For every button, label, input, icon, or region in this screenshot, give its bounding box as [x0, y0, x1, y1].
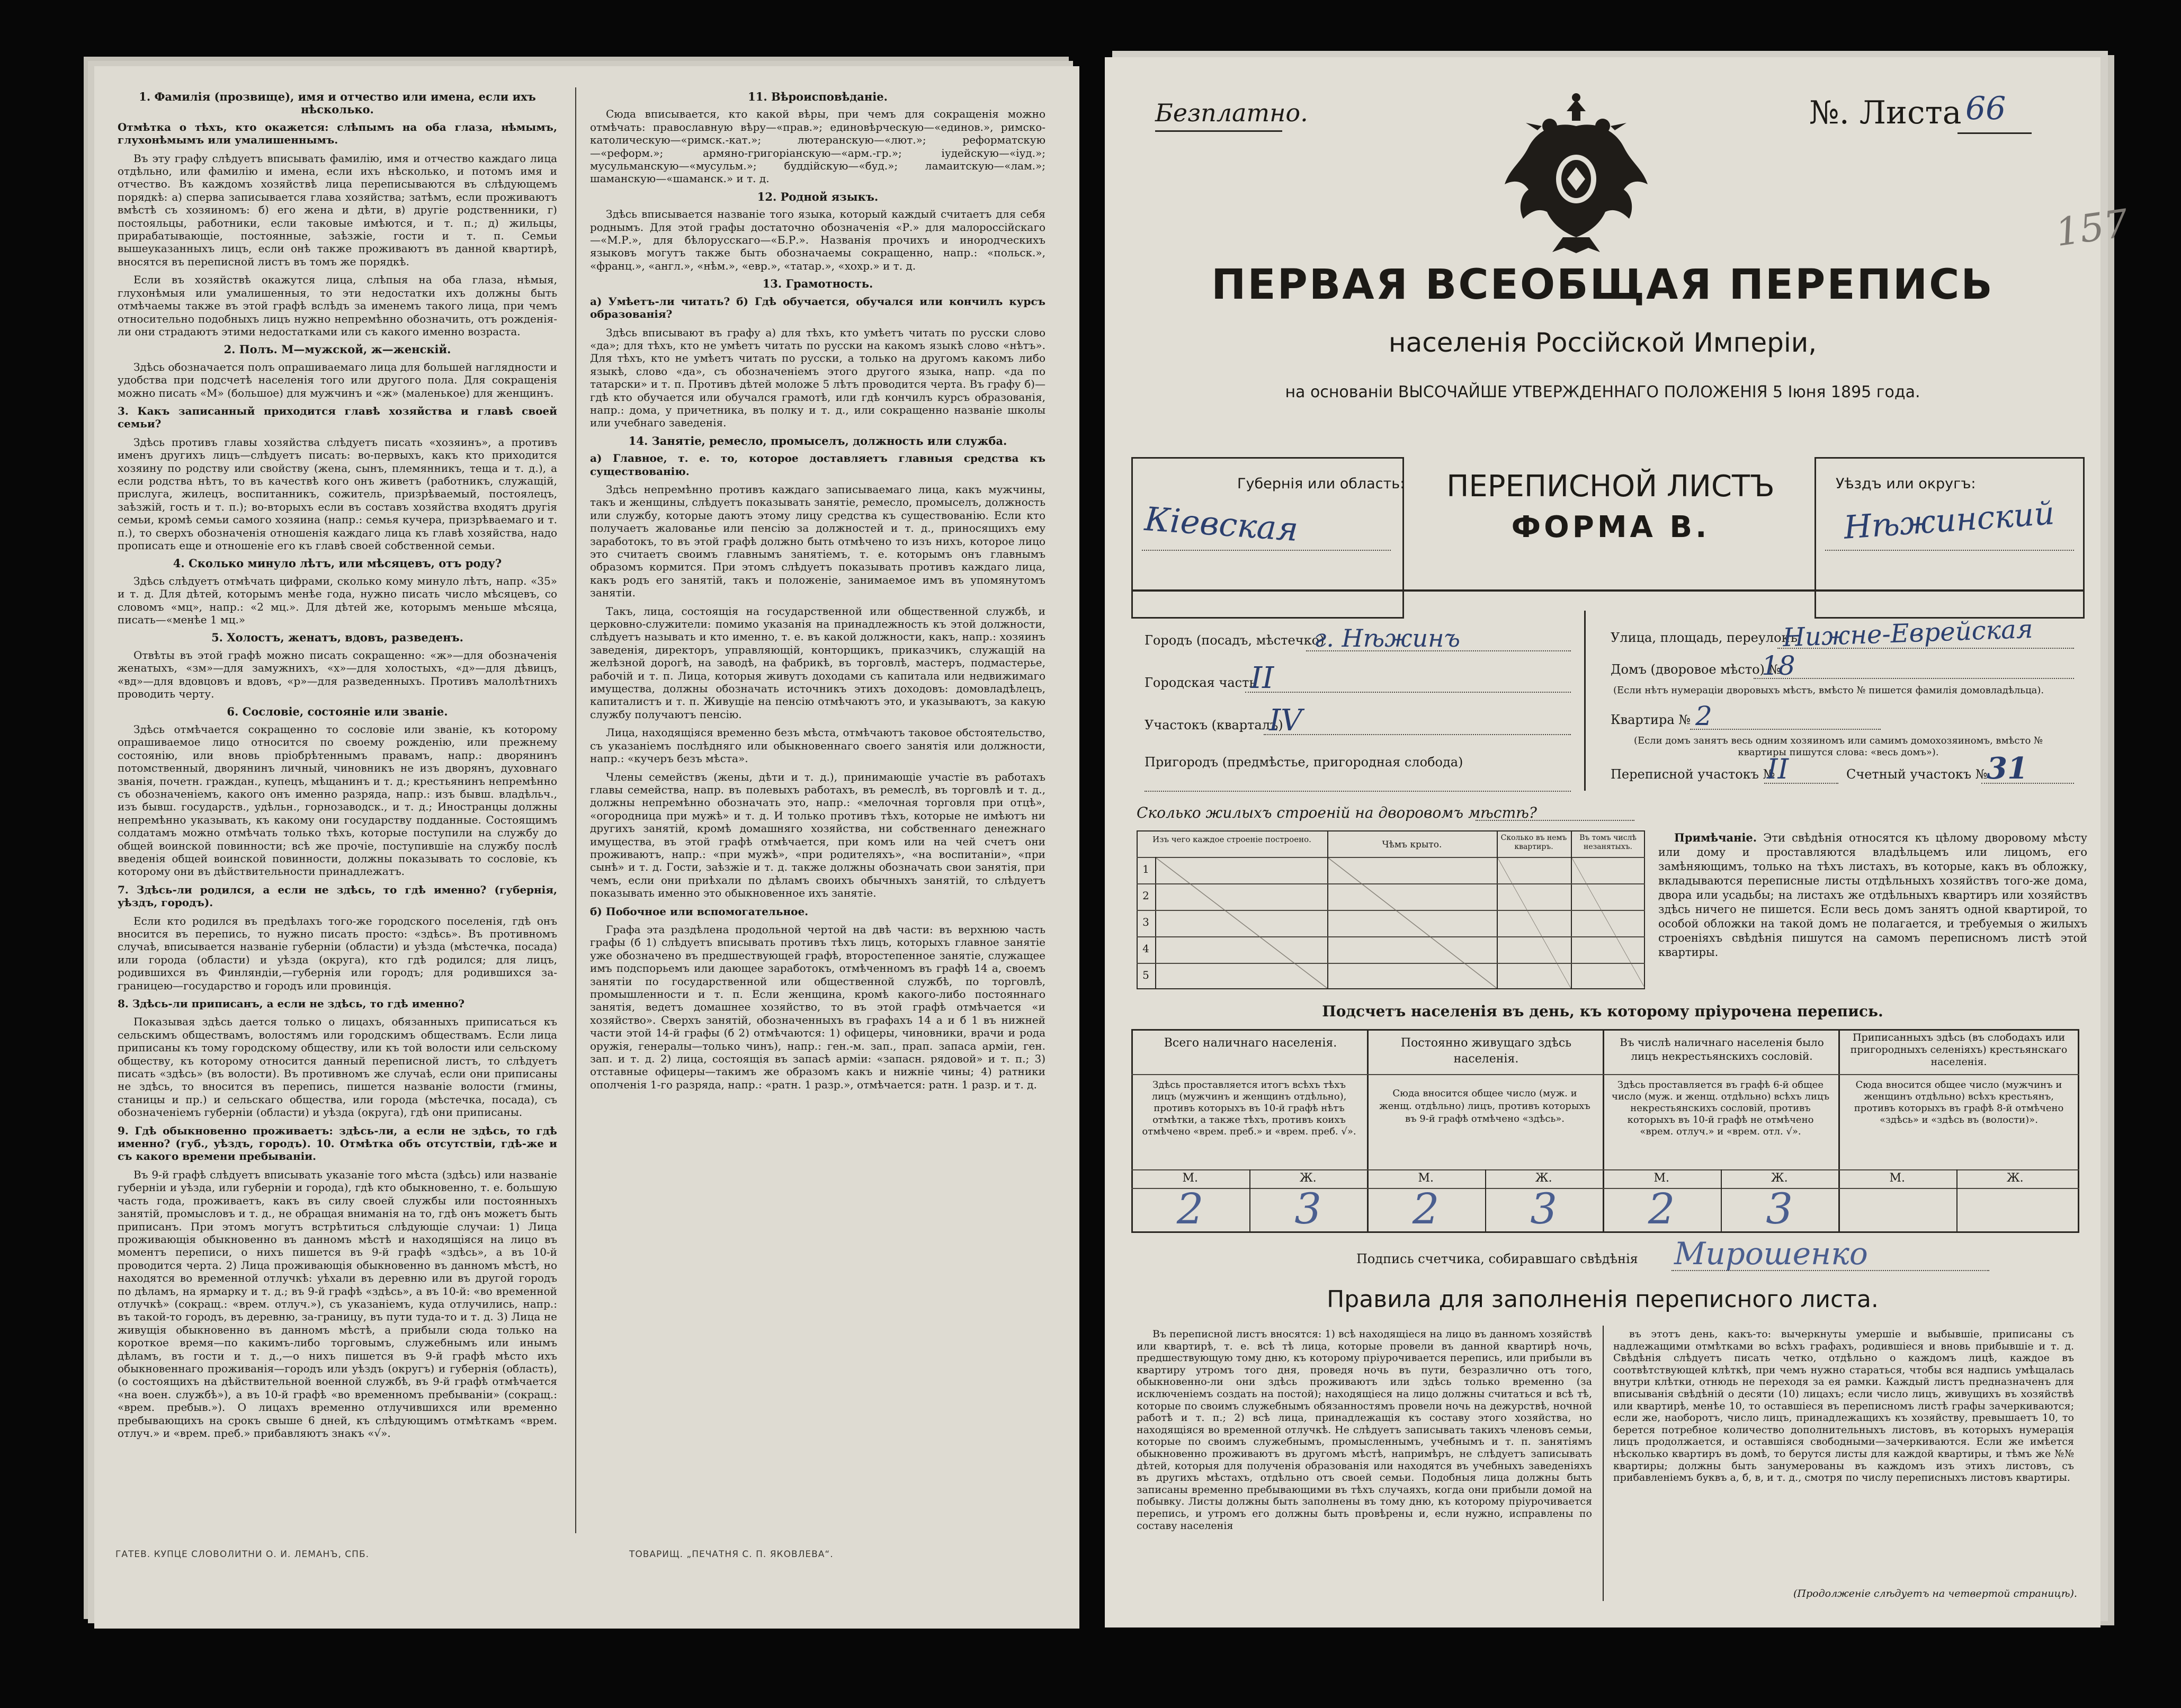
instruction-col-a-19: Въ 9-й графѣ слѣдуетъ вписывать указаніе того мѣста (здѣсь) или названіе губерніи и уѣзда, или губерніи и города), гдѣ кто обыкновенно, т. е. большую часть года, проживаетъ, какъ въ силу своей службы или постоянныхъ занятій, промысловъ и т. д., не обращая вниманія на то, гдѣ онъ можетъ быть приписанъ. При этомъ могутъ встрѣтиться слѣдующіе случаи: 1) Лица проживающія обыкновенно въ данномъ мѣстѣ и находящіяся на лицо въ моментъ переписи, о нихъ пишется въ 9-й графѣ «здѣсь», а въ 10-й проводится черта. 2) Лица проживающія обыкновенно въ данномъ мѣстѣ, но находятся во временной отлучкѣ: уѣхали въ деревню или въ другой городъ по дѣламъ, на ярмарку и т. д.; въ 9-й графѣ «здѣсь», а въ 10-й: «во временной отлучкѣ» (сокращ.: «врем. отлуч.»), съ указаніемъ, куда отлучились, напр.: въ такой-то городъ, въ деревню, за-границу, въ пути туда-то и т. д. 3) Лица не живущія обыкновенно въ данномъ мѣстѣ, а прибыли сюда только на короткое время—по какимъ-либо торговымъ, служебнымъ или инымъ дѣламъ, въ гости и т. д.,—о нихъ пишется въ 9-й графѣ мѣсто ихъ обыкновеннаго проживанія—городъ или уѣздъ (округъ) и губернія (область), (о состоящихъ на дѣйствительной военной службѣ, въ 9-й графѣ отмѣчается «на воен. службѣ»), а въ 10-й графѣ «во временномъ пребываніи» (сокращ.: «врем. пребыв.»). О лицахъ временно отлучившихся или временно пребывающихъ на срокъ свыше 6 дней, къ слѣдующимъ отмѣткамъ «врем. отлуч.» и «врем. преб.» прибавляютъ знакъ «√».: [118, 1168, 557, 1439]
instruction-col-a-11: Отвѣты въ этой графѣ можно писать сокращенно: «ж»—для обозначенія женатыхъ, «зм»—для замужнихъ, «х»—для холостыхъ, «д»—для дѣвицъ, «вд»—для вдовцовъ и вдовъ, «р»—для разведенныхъ. Противъ малолѣтнихъ проводить черту.: [118, 648, 557, 701]
tally-male-label: М.: [1182, 1172, 1199, 1185]
instructions-column-right: [590, 87, 1045, 1517]
sheet-number-label: №. Листа: [1809, 94, 1962, 131]
buildings-row-number: 1: [1142, 863, 1149, 875]
instruction-col-b-8: а) Главное, т. е. то, которое доставляетъ главныя средства къ существованію.: [590, 452, 1045, 478]
buildings-row-number: 4: [1142, 942, 1149, 955]
rules-right-text: въ этотъ день, какъ-то: вычеркнуты умершіе и выбывшіе, приписаны съ надлежащими отмѣтками во всѣхъ графахъ, родившіеся и вновь прибывшіе и т. д. Свѣдѣнія слѣдуетъ писать четко, отдѣльно о каждомъ лицѣ, каждое въ соотвѣтствующей клѣткѣ, при чемъ нужно стараться, чтобы вся надпись умѣщалась внутри клѣтки, отнюдь не переходя за ея рамки. Каждый листъ предназначенъ для вписыванія свѣдѣній о десяти (10) лицахъ; если число лицъ, живущихъ въ хозяйствѣ или квартирѣ, менѣе 10, то оставшіеся въ переписномъ листѣ графы зачеркиваются; если же, наоборотъ, число лицъ, принадлежащихъ къ хозяйству, превышаетъ 10, то берется потребное количество дополнительныхъ листовъ, въ которыхъ нумерація лицъ продолжается, и оставшіяся свободными—зачеркиваются. Если же имѣется нѣсколько квартиръ въ домѣ, то берутся листы для каждой квартиры, и тѣмъ же №№ квартиры; должны быть занумерованы въ каждомъ изъ этихъ листовъ, съ прибавленіемъ буквъ а, б, в, и т. д., смотря по числу переписныхъ листовъ квартиры.: [1613, 1328, 2074, 1484]
instruction-col-a-14: 7. Здѣсь-ли родился, а если не здѣсь, то гдѣ именно? (губернія, уѣздъ, городъ).: [118, 883, 557, 909]
instruction-col-b-5: а) Умѣетъ-ли читать? б) Гдѣ обучается, обучался или кончилъ курсъ образованія?: [590, 294, 1045, 321]
tally-desc-non-peasant: Здѣсь проставляется въ графѣ 6-й общее число (муж. и женщ. отдѣльно) всѣхъ лицъ некрестьянскихъ сословій, противъ которыхъ въ 10-й графѣ не отмѣчено «врем. отлуч.» и «врем. отл. √».: [1611, 1079, 1830, 1137]
instruction-col-b-1: Сюда вписывается, кто какой вѣры, при чемъ для сокращенія можно отмѣчать: православную вѣру—«прав.»; единовѣрческую—«единов.», римско-католическую—«римск.-кат.»; лютеранскую—«лют.»; реформатскую—«реформ.»; армяно-григоріанскую—«арм.-гр.»; іудейскую—«іуд.»; мусульманскую—«мусульм.»; буддійскую—«буд.»; ламаитскую—«лам.»; шаманскую—«шаманск.» и т. д.: [590, 108, 1045, 185]
signature-line: [1671, 1270, 1989, 1271]
street-value: Нижне-Еврейская: [1782, 614, 2034, 653]
instruction-col-b-9: Здѣсь непремѣнно противъ каждаго записываемаго лица, какъ мужчины, такъ и женщины, слѣдуетъ показывать занятіе, ремесло, промыселъ, должность или службу, которые даютъ этому лицу средства къ существованію. Если кто получаетъ жалованье или пенсію за должностей и т. д., приносящихъ ему заработокъ, то въ этой графѣ должно быть отмѣчено то изъ нихъ, которое лицо это считаетъ своимъ главнымъ занятіемъ, т. е. которымъ онъ главнымъ образомъ кормится. При этомъ слѣдуетъ показывать противъ каждаго лица, какъ родъ его занятій, такъ и положеніе, занимаемое имъ въ упомянутомъ занятіи.: [590, 482, 1045, 600]
instruction-col-b-4: 13. Грамотность.: [762, 277, 873, 291]
buildings-cross-out: [1328, 858, 1497, 988]
instructions-column-left: [118, 87, 557, 1517]
tally-female-label: Ж.: [1771, 1172, 1788, 1185]
census-precinct-line: [1764, 783, 1838, 784]
rules-divider: [1603, 1326, 1604, 1601]
count-precinct-label: Счетный участокъ №: [1846, 767, 1988, 782]
house-line: [1754, 678, 2074, 679]
imprint-right: ТОВАРИЩ. „ПЕЧАТНЯ С. П. ЯКОВЛЕВА“.: [629, 1549, 834, 1560]
instruction-col-a-13: Здѣсь отмѣчается сокращенно то сословіе или званіе, къ которому опрашиваемое лицо относится по своему рожденію, или прежнему состоянію, или вновь пріобрѣтеннымъ правамъ, напр.: дворянинъ потомственный, дворянинъ личный, чиновникъ не изъ дворянъ, духовнаго званія, почетн. граждан., купецъ, мѣщанинъ и т. д.; крестьянинъ непремѣнно съ обозначеніемъ, какого онъ именно разряда, напр.: изъ бывш. владѣльч., изъ бывш. государств., удѣльн., горнозаводск., и т. д.; Иностранцы должны непремѣнно указывать, къ какому они государству подданные. Состоящимъ солдатамъ можно отмѣчать только тѣхъ, которые поступили на службу до общей воинской повинности; всѣ же прочіе, поступившіе на службу послѣ введенія общей воинской повинности, должны показывать то сословіе, къ которому они въ дѣйствительности принадлежатъ.: [118, 722, 557, 878]
suburb-label: Пригородъ (предмѣстье, пригородная слобода): [1145, 755, 1463, 770]
instruction-col-a-8: 4. Сколько минуло лѣтъ, или мѣсяцевъ, отъ роду?: [173, 557, 502, 570]
column-divider: [575, 87, 576, 1533]
city-value: г. Нѣжинъ: [1314, 624, 1461, 652]
instruction-col-b-13: б) Побочное или вспомогательное.: [590, 905, 809, 918]
sheet-number-underline: [1957, 132, 2032, 134]
city-line: [1306, 650, 1571, 651]
precinct-label: Участокъ (кварталъ): [1145, 718, 1283, 732]
district-value: Нѣжинский: [1843, 495, 2056, 547]
tally-desc-peasant: Сюда вносится общее число (мужчинъ и женщинъ отдѣльно) всѣхъ крестьянъ, противъ которыхъ въ графѣ 8-й отмѣчено «здѣсь» и «здѣсь въ (волости)».: [1854, 1079, 2064, 1125]
district-line: [1825, 550, 2074, 551]
legal-basis: на основаніи ВЫСОЧАЙШЕ УТВЕРЖДЕННАГО ПОЛОЖЕНІЯ 5 Іюня 1895 года.: [1285, 383, 1920, 401]
instruction-col-a-7: Здѣсь противъ главы хозяйства слѣдуетъ писать «хозяинъ», а противъ именъ другихъ лицъ—слѣдуетъ писать: во-первыхъ, какъ кто приходится хозяину по родству или свойству (жена, сынъ, племянникъ, теща и т. д.), а если родства нѣтъ, то въ качествѣ кого онъ живетъ (работникъ, служащій, прислуга, жилецъ, воспитанникъ, сожитель, призрѣваемый, постоялецъ, заѣзжій, гость и т. п.); во-вторыхъ если въ составъ хозяйства входятъ другія семьи, кромѣ семьи самого хозяина (напр.: семья кучера, призрѣваемаго и т. п.), то сверхъ обозначенія отношенія каждаго лица къ главѣ хозяйства, надо прописать еще и отношеніе его къ главѣ своей собственной семьи.: [118, 435, 557, 552]
instruction-col-a-12: 6. Сословіе, состояніе или званіе.: [227, 705, 448, 719]
rules-column-right: [1613, 1328, 2074, 1577]
tally-header-non-peasant: Въ числѣ наличнаго населенія было лицъ некрестьянскихъ сословій.: [1620, 1036, 1824, 1062]
city-part-line: [1245, 692, 1571, 693]
tally-female-label: Ж.: [2006, 1172, 2024, 1185]
tally-desc-resident: Сюда вносится общее число (муж. и женщ. отдѣльно) лицъ, противъ которыхъ въ 9-й графѣ отмѣчено «здѣсь».: [1379, 1088, 1590, 1124]
free-label: Безплатно.: [1155, 99, 1308, 127]
buildings-cross-out: [1498, 858, 1571, 988]
census-main-title: ПЕРВАЯ ВСЕОБЩАЯ ПЕРЕПИСЬ: [1211, 261, 1994, 309]
instruction-col-b-11: Лица, находящіяся временно безъ мѣста, отмѣчаютъ таковое обстоятельство, съ указаніемъ послѣдняго или обыкновеннаго своего занятія или должности, напр.: «кучеръ безъ мѣста».: [590, 726, 1045, 765]
census-subtitle: населенія Россійской Имперіи,: [1388, 327, 1817, 358]
right-page-census-form: [1105, 57, 2131, 1627]
city-label: Городъ (посадъ, мѣстечко): [1145, 633, 1325, 648]
tally-male-label: М.: [1418, 1172, 1434, 1185]
instruction-col-a-1: Отмѣтка о тѣхъ, кто окажется: слѣпымъ на оба глаза, нѣмымъ, глухонѣмымъ или умалишеннымъ.: [118, 120, 557, 147]
house-note: (Если нѣтъ нумераціи дворовыхъ мѣстъ, вмѣсто № пишется фамилія домовладѣльца).: [1613, 685, 2044, 696]
count-precinct-value: 31: [1987, 751, 2028, 786]
tally-female-value: 3: [1294, 1184, 1322, 1233]
tally-mf-rule-top: [1131, 1169, 2079, 1170]
instruction-col-a-6: 3. Какъ записанный приходится главѣ хозяйства и главѣ своей семьи?: [118, 404, 557, 431]
signature-label: Подпись счетчика, собиравшаго свѣдѣнія: [1356, 1251, 1638, 1266]
buildings-cross-out: [1156, 858, 1327, 988]
instruction-col-a-10: 5. Холостъ, женатъ, вдовъ, разведенъ.: [211, 631, 463, 645]
buildings-row-number: 2: [1142, 889, 1149, 902]
buildings-note-text: Эти свѣдѣнія относятся къ цѣлому дворовому мѣсту или дому и проставляются владѣльцемъ или лицомъ, его замѣняющимъ, только на тѣхъ листахъ, въ которые, какъ въ обложку, вкладываются переписные листы отдѣльныхъ хозяйствъ того-же дома, двора или усадьбы; на листахъ же отдѣльныхъ квартиръ или хозяйствъ здѣсь ничего не пишется. Если весь домъ занятъ одной квартирой, то особой обложки на такой домъ не полагается, и требуемыя о жилыхъ строеніяхъ свѣдѣнія пишутся на самомъ переписномъ листѣ этой квартиры.: [1658, 831, 2087, 959]
province-value: Кіевская: [1143, 499, 1300, 549]
imperial-eagle-icon: [1499, 89, 1653, 253]
instruction-col-a-5: Здѣсь обозначается полъ опрашиваемаго лица для большей наглядности и удобства при подсчетѣ населенія того или другого пола. Для сокращенія можно писать «М» (большое) для мужчинъ и «ж» (маленькое) для женщинъ.: [118, 360, 557, 399]
header-rule: [1131, 589, 2085, 592]
instruction-col-a-3: Если въ хозяйствѣ окажутся лица, слѣпыя на оба глаза, нѣмыя, глухонѣмыя или умалишенныя, то эти недостатки ихъ должны быть отмѣчаемы также въ этой графѣ вслѣдъ за именемъ такого лица, при чемъ относительно подобныхъ лицъ нужно непремѣнно обозначить, отъ рожденія-ли они страдаютъ этими недостатками или съ какого именно возраста.: [118, 273, 557, 338]
count-precinct-line: [1981, 783, 2074, 784]
city-part-value: II: [1250, 661, 1274, 695]
rules-column-left: [1137, 1328, 1592, 1604]
instruction-col-b-7: 14. Занятіе, ремесло, промыселъ, должность или служба.: [628, 434, 1007, 448]
buildings-answer-line: [1476, 820, 1634, 821]
instruction-col-a-15: Если кто родился въ предѣлахъ того-же городского поселенія, гдѣ онъ вносится въ перепись, то нужно писать просто: «здѣсь». Въ противномъ случаѣ, вписывается названіе губерніи (области) и уѣзда (мѣстечка, посада) или города (области) и уѣзда (округа), кто гдѣ родился; для лицъ, родившихся въ Финляндіи,—губернія или городъ; для родившихся за-границею—государство и городъ или провинція.: [118, 914, 557, 992]
buildings-header-material: Изъ чего каждое строеніе построено.: [1152, 835, 1311, 844]
apartment-note: (Если домъ занятъ весь одним хозяиномъ или самимъ домохозяиномъ, вмѣсто № квартиры пишутся слова: «весь домъ»).: [1633, 735, 2043, 758]
tally-male-label: М.: [1889, 1172, 1906, 1185]
tally-female-value: 3: [1530, 1184, 1558, 1233]
instruction-col-b-0: 11. Вѣроисповѣданіе.: [748, 90, 888, 103]
instruction-col-b-14: Графа эта раздѣлена продольной чертой на двѣ части: въ верхнюю часть графы (б 1) слѣдуетъ вписывать противъ тѣхъ лицъ, которыхъ главное занятіе уже обозначено въ предшествующей графѣ, второстепенное занятіе, служащее имъ подспорьемъ или дающее заработокъ, отмѣченномъ въ графѣ 14 а, своемъ занятіи по государственной или общественной службѣ, по торговлѣ, промышленности и т. п. Если женщина, кромѣ какого-либо постояннаго занятія, ведетъ домашнее хозяйство, то въ этой графѣ отмѣчается «и хозяйство». Сверхъ занятій, обозначенныхъ въ графахъ 14 а и б 1 въ нижней части этой 14-й графы (б 2) отмѣчаются: 1) офицеры, чиновники, врачи и рода оружія, генералы—только чинъ), напр.: ген.-м. зап., прап. запаса арміи, ген. зап. и т. д. 2) лица, состоящія въ запасѣ арміи: «запасн. рядовой» и т. п.; 3) отставные офицеры—такимъ же образомъ какъ и нижніе чины; 4) ратники ополченія 1-го разряда, напр.: «ратн. 1 разр.», отмѣчается: ратн. 1 разр. и т. д.: [590, 923, 1045, 1091]
census-precinct-label: Переписной участокъ №: [1611, 767, 1775, 782]
imprint-left: ГАТЕВ. КУПЦЕ СЛОВОЛИТНИ О. И. ЛЕМАНЪ, СПБ.: [115, 1549, 370, 1560]
left-page-instructions: [94, 66, 1079, 1629]
apartment-line: [1690, 729, 1881, 730]
province-line: [1142, 550, 1391, 551]
buildings-note-title: Примѣчаніе.: [1674, 831, 1757, 844]
instruction-col-a-2: Въ эту графу слѣдуетъ вписывать фамилію, имя и отчество каждаго лица отдѣльно, или фамилію и имена, если ихъ нѣсколько, и потомъ имя и отчество. Въ каждомъ хозяйствѣ лица переписываются въ слѣдующемъ порядкѣ: а) сперва записывается глава хозяйства; затѣмъ, если проживаютъ вмѣстѣ съ хозяиномъ: б) его жена и дѣти, в) другіе родственники, г) постояльцы, работники, если таковые имѣются, и т. п.; д) жильцы, прирабатывающіе, постоянные, заѣзжіе, гости и т. п. Семьи вышеуказанныхъ лицъ, если онѣ также проживаютъ въ данной квартирѣ, вносятся въ переписной листъ въ томъ же порядкѣ.: [118, 151, 557, 268]
tally-title: Подсчетъ населенія въ день, къ которому пріурочена перепись.: [1322, 1003, 1883, 1020]
tally-female-label: Ж.: [1535, 1172, 1552, 1185]
city-part-label: Городская часть: [1145, 675, 1256, 690]
sheet-number-value: 66: [1965, 90, 2006, 127]
instruction-col-b-2: 12. Родной языкъ.: [757, 190, 879, 203]
buildings-row-number: 3: [1142, 916, 1149, 928]
street-line: [1777, 648, 2074, 649]
house-label: Домъ (дворовое мѣсто) №: [1611, 662, 1781, 677]
district-label: Уѣздъ или округъ:: [1836, 476, 1976, 492]
apartment-value: 2: [1695, 701, 1712, 731]
tally-female-label: Ж.: [1299, 1172, 1317, 1185]
tally-female-value: 3: [1766, 1184, 1793, 1233]
buildings-header-roof: Чѣмъ крыто.: [1382, 839, 1442, 850]
suburb-line: [1145, 791, 1571, 792]
house-value: 18: [1762, 650, 1795, 681]
form-subtitle: ФОРМА В.: [1511, 510, 1710, 544]
form-title: ПЕРЕПИСНОЙ ЛИСТЪ: [1446, 469, 1775, 504]
instruction-col-b-10: Такъ, лица, состоящія на государственной или общественной службѣ, и церковно-служители: помимо указанія на принадлежность къ этой должности, слѣдуетъ называть и кто именно, т. е. въ какой должности, какъ, напр.: хозяинъ заведенія, директоръ, управляющій, конторщикъ, приказчикъ, служащій на желѣзной дорогѣ, на заводѣ, на фабрикѣ, въ торговлѣ, мастеръ, подмастерье, рабочій и т. п. Лица, которыя живутъ доходами съ капитала или недвижимаго имущества, должны обозначать источникъ этихъ доходовъ: домовладѣлецъ, капиталистъ и т. п. Живущіе на пенсію отмѣчаютъ это, и указываютъ, за какую службу получаютъ пенсію.: [590, 604, 1045, 721]
census-precinct-value: II: [1767, 754, 1789, 785]
buildings-note: [1658, 830, 2087, 960]
instruction-col-a-16: 8. Здѣсь-ли приписанъ, а если не здѣсь, то гдѣ именно?: [118, 997, 465, 1010]
tally-male-label: М.: [1653, 1172, 1670, 1185]
buildings-cross-out: [1572, 858, 1645, 988]
instruction-col-a-9: Здѣсь слѣдуетъ отмѣчать цифрами, сколько кому минуло лѣтъ, напр. «35» и т. д. Для дѣтей, которымъ менѣе года, нужно писать число мѣсяцевъ, со словомъ «мц», напр.: «2 мц.». Для дѣтей же, которымъ меньше мѣсяца, писать—«менѣе 1 мц.»: [118, 574, 557, 627]
tally-male-value: 2: [1648, 1184, 1675, 1233]
tally-header-rule: [1131, 1074, 2079, 1075]
tally-header-present: Всего наличнаго населенія.: [1164, 1036, 1337, 1050]
instruction-col-a-18: 9. Гдѣ обыкновенно проживаетъ: здѣсь-ли, а если не здѣсь, то гдѣ именно? (губ., уѣздъ, городъ). 10. Отмѣтка объ отсутствіи, гдѣ-же и съ какого времени пребываніи.: [118, 1124, 557, 1163]
buildings-header-apartments: Сколько въ немъ квартиръ.: [1500, 834, 1567, 851]
buildings-header-vacant: Въ томъ числѣ незанятыхъ.: [1579, 834, 1637, 851]
instruction-col-a-0: 1. Фамилія (прозвище), имя и отчество или имена, если ихъ нѣсколько.: [139, 90, 536, 117]
precinct-line: [1264, 734, 1571, 735]
address-divider: [1584, 611, 1586, 791]
signature-value: Мирошенко: [1674, 1236, 1868, 1272]
tally-male-value: 2: [1412, 1184, 1440, 1233]
tally-header-resident: Постоянно живущаго здѣсь населенія.: [1400, 1036, 1572, 1066]
tally-header-peasant: Приписанныхъ здѣсь (въ слободахъ или пригородныхъ селеніяхъ) крестьянскаго населенія.: [1850, 1032, 2068, 1068]
instruction-col-a-4: 2. Полъ. М—мужской, ж—женскій.: [224, 343, 451, 356]
province-label: Губернія или область:: [1237, 476, 1405, 492]
instruction-col-b-3: Здѣсь вписывается названіе того языка, который каждый считаетъ для себя роднымъ. Для этой графы достаточно обозначенія «Р.» для малороссійскаго—«М.Р.», для бѣлорусскаго—«Б.Р.». Названія прочихъ и инородческихъ языковъ могутъ также быть обозначаемы сокращенно, напр.: «польск.», «франц.», «англ.», «нѣм.», «евр.», «татар.», «хохр.» и т. д.: [590, 208, 1045, 272]
buildings-question: Сколько жилыхъ строеній на дворовомъ мѣстѣ?: [1137, 804, 1537, 821]
tally-male-value: 2: [1176, 1184, 1204, 1233]
rules-continued-note: (Продолженіе слѣдуетъ на четвертой страницѣ).: [1793, 1588, 2077, 1599]
street-label: Улица, площадь, переулокъ: [1611, 630, 1798, 645]
tally-col-rule-3: [1838, 1029, 1840, 1233]
corner-pencil-note: 157: [2052, 200, 2131, 255]
free-underline: [1155, 130, 1282, 132]
rules-title: Правила для заполненія переписного листа.: [1327, 1286, 1879, 1313]
instruction-col-b-6: Здѣсь вписывают въ графу а) для тѣхъ, кто умѣетъ читать по русски слово «да»; для тѣхъ, кто не умѣетъ читать по русски на какомъ языкѣ слово «нѣтъ». Для тѣхъ, кто не умѣетъ читать по русски, а только на другомъ какомъ либо языкѣ, слово «да», съ обозначеніемъ этого другого языка, напр. «да по татарски» и т. п. Противъ дѣтей моложе 5 лѣтъ проводится черта. Въ графу б)—гдѣ кто обучается или обучался грамотѣ, или гдѣ кончилъ курсъ образованія, напр.: дома, у причетника, въ полку и т. д., или сокращенно названіе школы или учебнаго заведенія.: [590, 326, 1045, 430]
precinct-value: IV: [1269, 703, 1302, 738]
tally-desc-present: Здѣсь проставляется итогъ всѣхъ тѣхъ лицъ (мужчинъ и женщинъ отдѣльно), противъ которыхъ въ 10-й графѣ нѣтъ отмѣтки, а также тѣхъ, противъ коихъ отмѣчено «врем. преб.» и «врем. преб. √».: [1142, 1079, 1356, 1137]
instruction-col-a-17: Показывая здѣсь дается только о лицахъ, обязанныхъ приписаться къ сельскимъ обществамъ, волостямъ или городскимъ обществамъ. Если лица приписаны къ тому городскому обществу, или къ той волости или сельскому обществу, къ которому относится данный переписной листъ, то слѣдуетъ писать «здѣсь» (въ волости). Въ противномъ же случаѣ, если они приписаны не здѣсь, то вносится въ перепись, пишется названіе волости (гмины, станицы и пр.) и сельскаго общества, или города (мѣстечка, посада), съ обозначеніемъ губерніи (области) и уѣзда (округа), гдѣ они приписаны.: [118, 1015, 557, 1119]
apartment-label: Квартира №: [1611, 712, 1691, 727]
rules-left-text: Въ переписной листъ вносятся: 1) всѣ находящіеся на лицо въ данномъ хозяйствѣ или квартирѣ, т. е. всѣ тѣ лица, которые провели въ данной квартирѣ ночь, предшествующую тому дню, къ которому пріурочивается перепись, или прибыли въ квартиру утромъ того дня, проведя ночь въ пути, безразлично отъ того, обыкновенно-ли они здѣсь проживаютъ или здѣсь только временно (за исключеніемъ создать на постой); находящіеся на лицо должны считаться и всѣ тѣ, которые по своимъ служебнымъ обязанностямъ провели ночь на дежурствѣ, ночной работѣ и т. п.; 2) всѣ лица, принадлежащія къ составу этого хозяйства, но находящіяся во временной отлучкѣ. Не слѣдуетъ записывать такихъ членовъ семьи, которые по своимъ служебнымъ, промысленнымъ, учебнымъ и т. п. занятіямъ обыкновенно проживаютъ въ другомъ мѣстѣ, напримѣръ, не слѣдуетъ записывать дѣтей, которыя для полученія образованія или находятся въ учебныхъ заведеніяхъ въ другихъ мѣстахъ, отдѣльно отъ своей семьи. Подобныя лица должны быть записаны временно пребывающими въ тѣхъ случаяхъ, когда они прибыли домой на побывку. Листы должны быть заполнены въ тому дню, къ которому пріурочивается перепись, и утромъ его должны быть провѣрены и, если нужно, исправлены по составу населенія: [1137, 1328, 1592, 1532]
buildings-row-number: 5: [1142, 969, 1149, 981]
instruction-col-b-12: Члены семействъ (жены, дѣти и т. д.), принимающіе участіе въ работахъ главы семейства, напр. въ полевыхъ работахъ, въ ремеслѣ, въ торговлѣ и т. д., должны непремѣнно обозначать это, напр.: «мелочная торговля при отцѣ», «огородница при мужѣ» и т. д. И только противъ тѣхъ, которые не имѣютъ ни другихъ занятій, кромѣ домашняго хозяйства, ни собственнаго денежнаго имущества, въ этой графѣ отмѣчается, при комъ или на чей счетъ они проживаютъ, напр.: «при мужѣ», «при родителяхъ», «на воспитаніи», «при сынѣ» и т. д. Гости, заѣзжіе и т. д. также должны обозначать свои занятія, при чемъ, если они приѣхали по дѣламъ своихъ обычныхъ занятій, то слѣдуетъ показывать именно это обыкновенное ихъ занятіе.: [590, 770, 1045, 900]
